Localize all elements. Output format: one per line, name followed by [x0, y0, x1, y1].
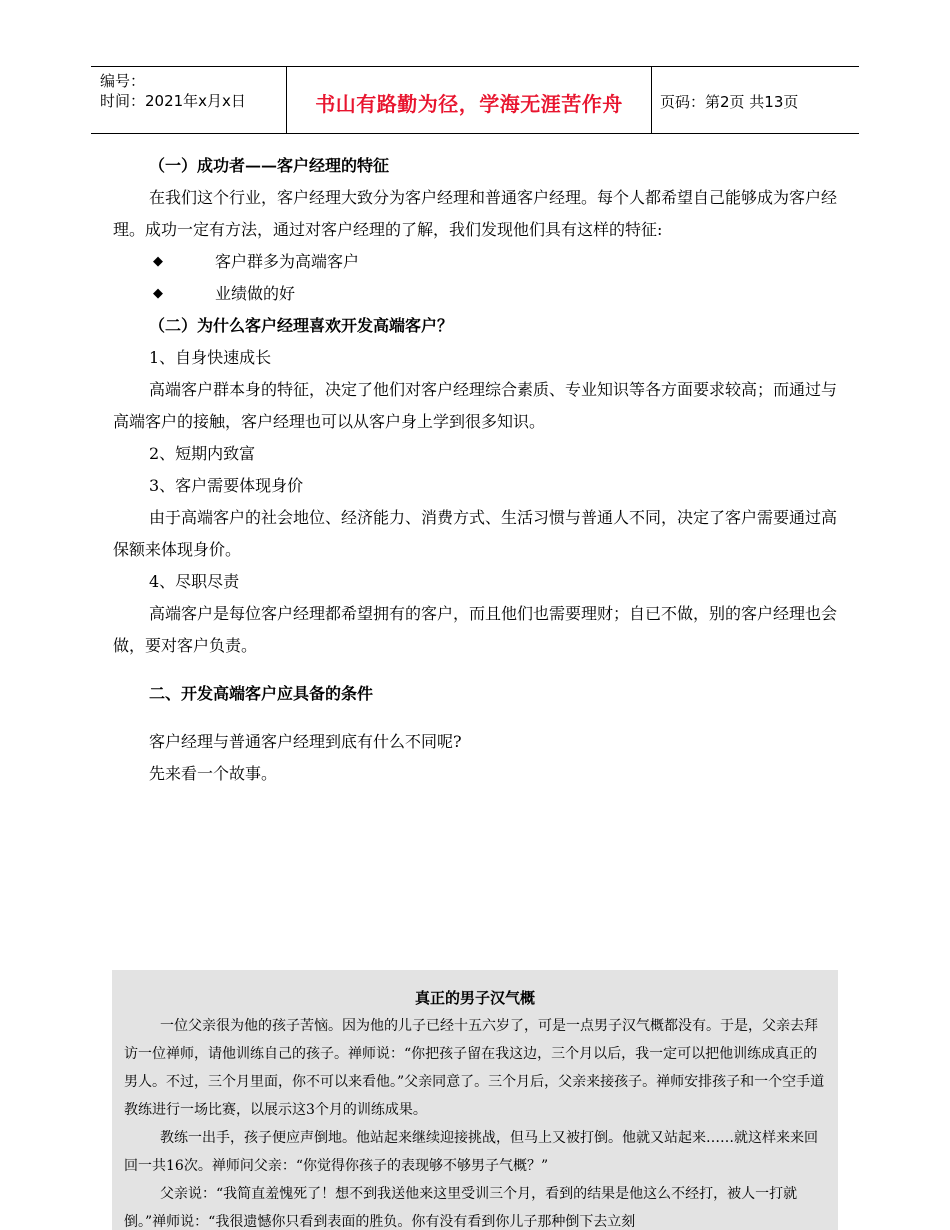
story-paragraph: 父亲说：“我简直羞愧死了！想不到我送他来这里受训三个月，看到的结果是他这么不经打，被人一打就倒。”禅师说：“我很遗憾你只看到表面的胜负。你有没有看到你儿子那种倒下去立刻 — [124, 1186, 798, 1230]
diamond-bullet-icon: ◆ — [153, 254, 163, 269]
header-meta — [91, 67, 287, 133]
story-title: 真正的男子汉气概 — [414, 989, 535, 1007]
section-heading-2: （二）为什么客户经理喜欢开发高端客户？ — [149, 316, 454, 335]
list-item — [113, 246, 841, 278]
diamond-bullet-icon: ◆ — [153, 286, 163, 301]
paragraph: 在我们这个行业，客户经理大致分为客户经理和普通客户经理。每个人都希望自己能够成为客户经理。成功一定有方法，通过对客户经理的了解，我们发现他们具有这样的特征: — [113, 188, 838, 239]
section-heading-1: （一）成功者——客户经理的特征 — [149, 156, 390, 175]
document-body — [113, 150, 841, 790]
motto-text: 书山有路勤为径，学海无涯苦作舟 — [315, 91, 623, 116]
subheading: 2、短期内致富 — [149, 444, 256, 463]
story-paragraph: 一位父亲很为他的孩子苦恼。因为他的儿子已经十五六岁了，可是一点男子汉气概都没有。于是，父亲去拜访一位禅师，请他训练自己的孩子。禅师说：“你把孩子留在我这边，三个月以后，我一定可以把他训练成真正的男人。不过，三个月里面，你不可以来看他。”父亲同意了。三个月后，父亲来接孩子。禅师安排孩子和一个空手道教练进行一场比赛，以展示这3个月的训练成果。 — [124, 1018, 825, 1118]
paragraph: 由于高端客户的社会地位、经济能力、消费方式、生活习惯与普通人不同，决定了客户需要通过高保额来体现身价。 — [113, 508, 838, 559]
paragraph: 高端客户是每位客户经理都希望拥有的客户，而且他们也需要理财；自已不做，别的客户经理也会做，要对客户负责。 — [113, 604, 838, 655]
page-info: 页码：第2页 共13页 — [660, 92, 799, 111]
subheading: 4、尽职尽责 — [149, 572, 240, 591]
paragraph: 高端客户群本身的特征，决定了他们对客户经理综合素质、专业知识等各方面要求较高；而通过与高端客户的接触，客户经理也可以从客户身上学到很多知识。 — [113, 380, 838, 431]
header-motto-cell — [287, 67, 652, 133]
paragraph: 先来看一个故事。 — [149, 764, 278, 783]
time-label: 时间：2021年x月x日 — [100, 92, 246, 110]
story-box — [112, 970, 838, 1230]
subheading: 1、自身快速成长 — [149, 348, 272, 367]
list-item-text: 业绩做的好 — [215, 284, 296, 303]
story-paragraph: 教练一出手，孩子便应声倒地。他站起来继续迎接挑战，但马上又被打倒。他就又站起来……就这样来来回回一共16次。禅师问父亲：“你觉得你孩子的表现够不够男子气概？” — [124, 1130, 818, 1174]
list-item — [113, 278, 841, 310]
page-header — [91, 66, 859, 134]
paragraph: 客户经理与普通客户经理到底有什么不同呢? — [149, 732, 462, 751]
number-label: 编号： — [100, 72, 146, 90]
subheading: 3、客户需要体现身价 — [149, 476, 304, 495]
list-item-text: 客户群多为高端客户 — [215, 252, 360, 271]
part-heading: 二、开发高端客户应具备的条件 — [149, 684, 374, 703]
